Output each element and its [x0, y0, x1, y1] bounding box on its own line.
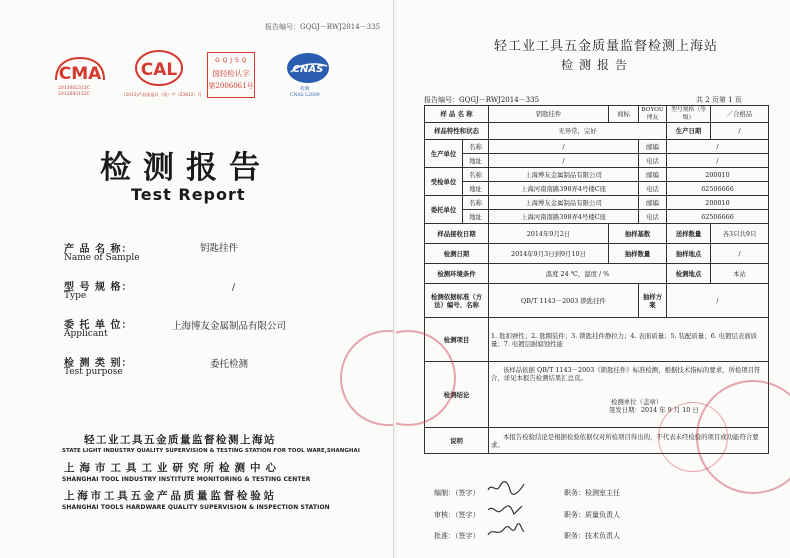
inspected-addr-label: 地址	[463, 182, 489, 196]
org-1-en: STATE LIGHT INDUSTRY QUALITY SUPERVISION & TESTING STATION FOR TOOL WARE,SHANGHAI	[62, 448, 360, 454]
signature-compile	[486, 480, 526, 496]
env-label: 检测环境条件	[425, 264, 489, 284]
producer-post-value: /	[667, 140, 769, 154]
producer-tel-value: /	[667, 154, 769, 168]
plan-label: 抽样方案	[639, 284, 667, 318]
producer-tel-label: 电话	[639, 154, 667, 168]
sample-name-label: 样 品 名 称	[425, 106, 489, 123]
note-label: 说明	[425, 428, 489, 454]
table-row	[425, 264, 769, 284]
cma-logo-text: CMA	[58, 64, 102, 84]
base-label: 抽样基数	[609, 224, 667, 244]
sign-review-duty: 职务：质量负责人	[564, 511, 620, 519]
client-post-label: 邮编	[639, 196, 667, 210]
receive-date-value: 2014年9月2日	[489, 224, 609, 244]
prod-date-value: /	[711, 123, 769, 140]
field-value-applicant: 上海博友金属制品有限公司	[172, 321, 287, 332]
cnas-logo-text: CNAS	[292, 64, 324, 75]
report-page	[396, 0, 790, 558]
table-row	[425, 154, 769, 168]
prod-date-label: 生产日期	[667, 123, 711, 140]
inspected-name-label: 名称	[463, 168, 489, 182]
model-value: ／合格品	[711, 106, 769, 123]
cal-caption: (2013)产品质监认（国）字（Z3612）号	[124, 92, 202, 97]
client-addr-value: 上海河南南路398弄4号楼C座	[489, 210, 639, 224]
field-value-purpose: 委托检测	[210, 359, 249, 370]
table-row	[425, 106, 769, 123]
report-page-subtitle: 检测报告	[561, 58, 634, 72]
field-label-applicant-cn: 委 托 单 位：	[64, 320, 133, 331]
cover-title-en: Test Report	[131, 185, 246, 204]
signature-review	[486, 502, 526, 518]
cal-logo	[132, 48, 186, 92]
basis-label: 检测依据标准（方法）编号、名称	[425, 284, 489, 318]
sample-place-label: 抽样地点	[667, 244, 711, 264]
client-label: 委托单位	[425, 196, 463, 224]
inspected-label: 受检单位	[425, 168, 463, 196]
sample-place-value: /	[711, 244, 769, 264]
producer-label: 生产单位	[425, 140, 463, 168]
sample-qty-label: 抽样数量	[609, 244, 667, 264]
page-counter: 共 2 页第 1 页	[696, 96, 742, 104]
org-2-cn: 上海市工具工业研究所检测中心	[64, 462, 281, 474]
test-date-value: 2014年9月3日到9月10日	[489, 244, 609, 264]
table-row	[425, 196, 769, 210]
sign-compile-duty: 职务：检测室主任	[564, 489, 620, 497]
cal-logo-text: CAL	[140, 60, 178, 80]
test-date-label: 检测日期	[425, 244, 489, 264]
producer-post-label: 邮编	[639, 140, 667, 154]
gqjsq-logo-line2: 国轻检认字	[212, 69, 250, 78]
client-addr-label: 地址	[463, 210, 489, 224]
conclusion-text: 该样品依据 QB/T 1143－2003《锁匙挂件》标准检测，根据技术指标的要求，所检项目符合，详见本报告检测结果汇总页。	[491, 366, 761, 382]
table-row	[425, 318, 769, 362]
gqjsq-logo-line3: 第2006061号	[208, 82, 254, 90]
sample-name-value: 钥匙挂件	[489, 106, 609, 123]
sign-approve-role: 批准：（签字）	[434, 532, 480, 540]
seal-stamp-inner	[658, 402, 728, 472]
field-label-name-cn: 产 品 名 称：	[64, 244, 133, 255]
features-value: 无异常，完好	[489, 123, 667, 140]
send-qty-label: 送样数量	[667, 224, 711, 244]
cnas-caption: 检测 CNAS L2809	[290, 87, 320, 98]
table-row	[425, 244, 769, 264]
producer-name-value: /	[489, 140, 639, 154]
report-page-title: 轻工业工具五金质量监督检测上海站	[494, 39, 719, 54]
test-place-label: 检测地点	[667, 264, 711, 284]
producer-addr-value: /	[489, 154, 639, 168]
env-value: 温度 24 ℃，湿度 / %	[489, 264, 667, 284]
receive-date-label: 样品接收日期	[425, 224, 489, 244]
client-tel-value: 62506666	[667, 210, 769, 224]
send-qty-value: 各3只共9只	[711, 224, 769, 244]
table-row	[425, 168, 769, 182]
inspected-name-value: 上海博友金属制品有限公司	[489, 168, 639, 182]
sign-review-role: 审核：（签字）	[434, 511, 480, 519]
brand-value: BOYOU博友	[639, 106, 667, 123]
test-place-value: 本站	[711, 264, 769, 284]
stamp-line: 检测单位（盖章）	[611, 398, 663, 406]
inspected-tel-label: 电话	[639, 182, 667, 196]
table-row	[425, 284, 769, 318]
issue-date: 签发日期：2014 年 9 月 10 日	[609, 406, 699, 414]
model-label: 型号规格（等级）	[667, 106, 711, 123]
org-2-en: SHANGHAI TOOL INDUSTRY INSTITUTE MONITORING & TESTING CENTER	[62, 476, 311, 483]
field-label-purpose-en: Test purpose	[64, 367, 123, 377]
cover-title-cn: 检测报告	[100, 150, 272, 186]
sign-compile-role: 编制：（签字）	[434, 489, 480, 497]
cma-caption: 2013002315C 2012093152C	[58, 86, 91, 97]
producer-addr-label: 地址	[463, 154, 489, 168]
inspected-post-value: 200010	[667, 168, 769, 182]
client-tel-label: 电话	[639, 210, 667, 224]
gqjsq-logo-letters: G Q J S Q	[215, 57, 247, 64]
client-name-value: 上海博友金属制品有限公司	[489, 196, 639, 210]
basis-value: QB/T 1143－2003 锁匙挂件	[489, 284, 639, 318]
field-label-name-en: Name of Sample	[64, 253, 140, 263]
producer-name-label: 名称	[463, 140, 489, 154]
field-label-applicant-en: Applicant	[64, 329, 108, 339]
table-row	[425, 123, 769, 140]
field-label-purpose-cn: 检 测 类 别：	[64, 358, 133, 369]
client-post-value: 200010	[667, 196, 769, 210]
gqjsq-logo	[207, 52, 255, 98]
org-3-en: SHANGHAI TOOLS HARDWARE QUALITY SUPERVISION & INSPECTION STATION	[62, 504, 330, 511]
seal-stamp-left	[340, 330, 393, 426]
sign-approve-duty: 职务：技术负责人	[564, 532, 620, 540]
inspected-addr-value: 上海河南南路398弄4号楼C座	[489, 182, 639, 196]
report-page-number: 报告编号：GQGJ－RWJ2014－335	[424, 96, 540, 104]
field-value-name: 钥匙挂件	[200, 243, 239, 254]
cnas-logo	[285, 50, 331, 90]
field-value-type: /	[232, 282, 236, 293]
table-row	[425, 140, 769, 154]
signature-approve	[486, 523, 526, 539]
table-row	[425, 182, 769, 196]
org-3-cn: 上海市工具五金产品质量监督检验站	[64, 490, 277, 502]
items-value: 1. 匙扣弹性；2. 匙圈装件；3. 锁匙挂件静拉力；4. 表面质量；5. 装配质量；6. 电镀层表面质量；7. 电镀层耐腐蚀性能	[489, 318, 769, 362]
table-row	[425, 224, 769, 244]
plan-value: /	[667, 284, 769, 318]
inspected-post-label: 邮编	[639, 168, 667, 182]
features-label: 样品特性和状态	[425, 123, 489, 140]
inspected-tel-value: 62506666	[667, 182, 769, 196]
items-label: 检测项目	[425, 318, 489, 362]
brand-label: 商标	[609, 106, 639, 123]
org-1-cn: 轻工业工具五金质量监督检测上海站	[84, 434, 276, 446]
field-label-type-en: Type	[64, 291, 87, 301]
note-value: 本报告检验结论是根据检验依据仅对所检项目得出的，不代表未经检验的项目或功能符合要求。	[489, 428, 769, 454]
client-name-label: 名称	[463, 196, 489, 210]
cover-page	[0, 0, 393, 558]
field-label-type-cn: 型 号 规 格：	[64, 282, 133, 293]
table-row	[425, 210, 769, 224]
cma-logo	[52, 54, 108, 88]
report-number: 报告编号：GQGJ－RWJ2014－335	[265, 23, 381, 31]
conclusion-label: 检测结论	[425, 362, 489, 428]
